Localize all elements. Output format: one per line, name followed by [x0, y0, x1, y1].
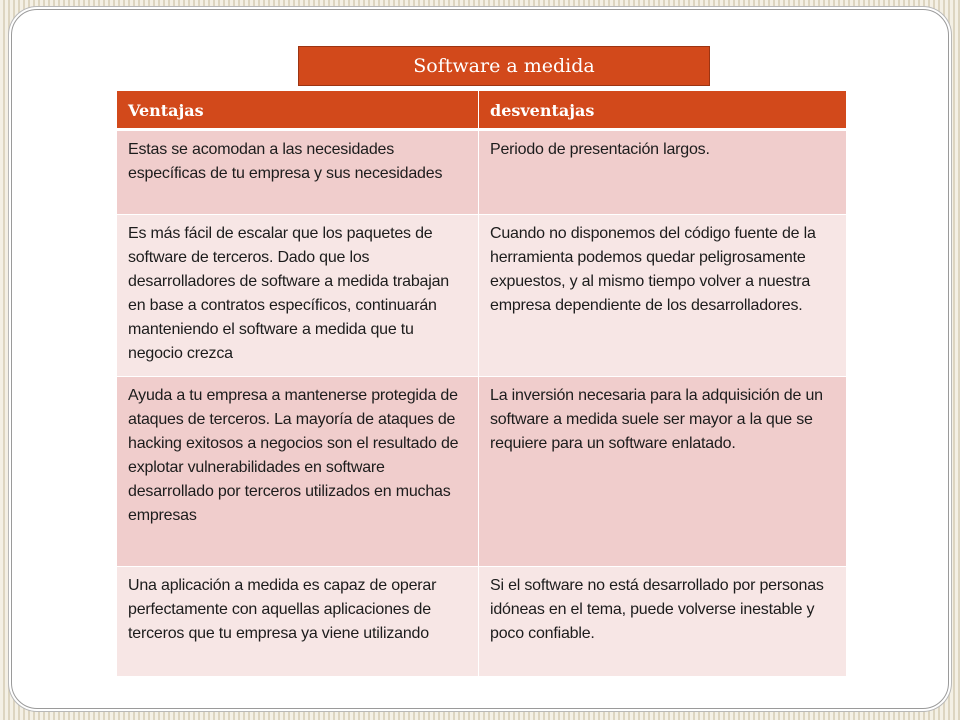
- header-desventajas: desventajas: [478, 91, 846, 131]
- table-row: [117, 566, 846, 676]
- table-header-row: [117, 91, 846, 131]
- ventaja-cell: Ayuda a tu empresa a mantenerse protegida de ataques de terceros. La mayoría de ataques de hacking exitosos a negocios son el resultado de explotar vulnerabilidades en software desarrollado por terceros utilizados en muchas empresas: [117, 376, 478, 566]
- desventaja-cell: Cuando no disponemos del código fuente de la herramienta podemos quedar peligrosamente expuestos, y al mismo tiempo volver a nuestra empresa dependiente de los desarrolladores.: [478, 214, 846, 376]
- ventaja-cell: Estas se acomodan a las necesidades específicas de tu empresa y sus necesidades: [117, 131, 478, 214]
- header-ventajas: Ventajas: [117, 91, 478, 131]
- ventaja-cell: Es más fácil de escalar que los paquetes de software de terceros. Dado que los desarrolladores de software a medida trabajan en base a contratos específicos, continuarán manteniendo el software a medida que tu negocio crezca: [117, 214, 478, 376]
- desventaja-cell: Periodo de presentación largos.: [478, 131, 846, 214]
- desventaja-cell: La inversión necesaria para la adquisición de un software a medida suele ser mayor a la que se requiere para un software enlatado.: [478, 376, 846, 566]
- slide-frame: [11, 9, 949, 709]
- slide-title: Software a medida: [298, 46, 710, 86]
- comparison-table: [117, 91, 846, 676]
- desventaja-cell: Si el software no está desarrollado por personas idóneas en el tema, puede volverse inestable y poco confiable.: [478, 566, 846, 676]
- ventaja-cell: Una aplicación a medida es capaz de operar perfectamente con aquellas aplicaciones de terceros que tu empresa ya viene utilizando: [117, 566, 478, 676]
- table-row: [117, 214, 846, 376]
- table-row: [117, 131, 846, 214]
- table-row: [117, 376, 846, 566]
